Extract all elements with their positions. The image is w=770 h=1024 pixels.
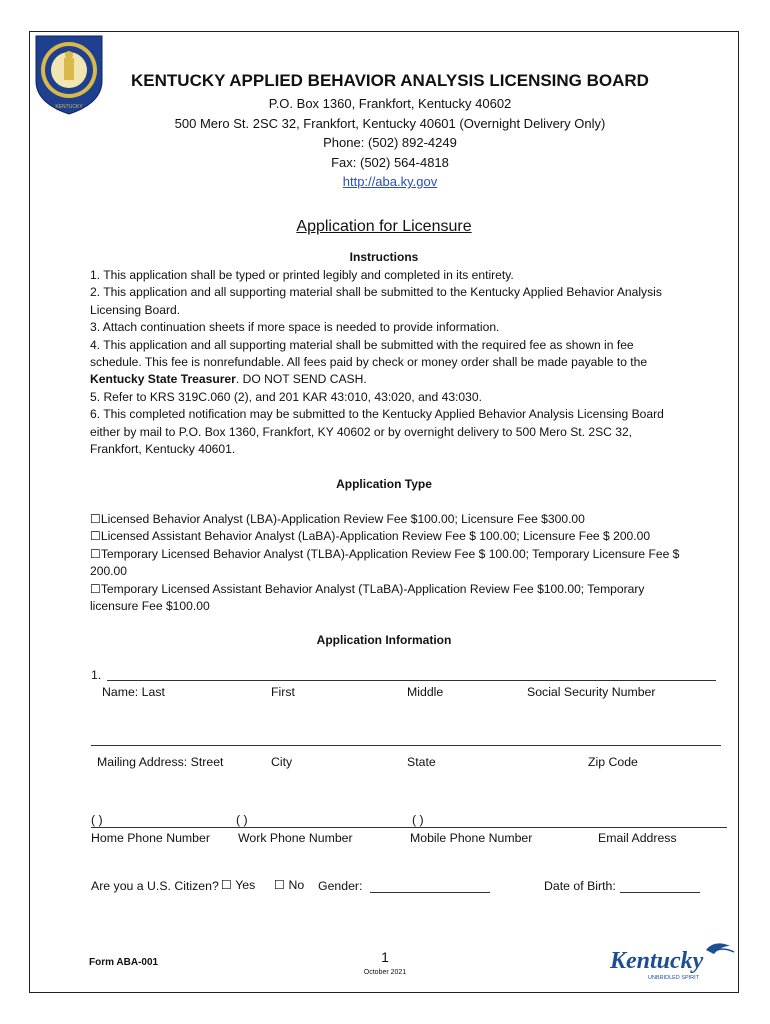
form-page [29,31,739,993]
form-date: October 2021 [363,969,407,976]
citizen-yes-checkbox[interactable]: ☐ Yes [221,878,256,892]
application-type-heading: Application Type [336,477,432,491]
instructions-list [90,267,680,458]
instruction-item: 2. This application and all supporting material shall be submitted to the Kentucky Applied Behavior Analysis Licensing Board. [90,285,662,317]
instruction-item: 1. This application shall be typed or printed legibly and completed in its entirety. [90,268,514,282]
svg-text:KENTUCKY: KENTUCKY [55,104,83,110]
gender-line[interactable] [370,892,490,893]
letterhead [90,70,690,192]
citizen-no-checkbox[interactable]: ☐ No [274,878,305,892]
item-number: 1. [91,668,102,682]
svg-text:Kentucky: Kentucky [610,948,704,974]
label-state: State [407,755,436,769]
label-first-name: First [271,685,295,699]
application-type-option[interactable]: ☐Temporary Licensed Behavior Analyst (TLBA)-Application Review Fee $ 100.00; Temporary Licensure Fee $ 200.00 [90,546,680,579]
label-email: Email Address [598,831,677,845]
name-line[interactable] [107,680,716,681]
label-zip: Zip Code [588,755,638,769]
application-type-option[interactable]: ☐Temporary Licensed Assistant Behavior Analyst (TLaBA)-Application Review Fee $100.00; Temporary licensure Fee $100.00 [90,581,645,614]
form-id: Form ABA-001 [89,957,159,968]
po-box-address: P.O. Box 1360, Frankfort, Kentucky 40602 [268,96,512,111]
home-phone-area-code: ( ) [91,813,103,827]
instructions-heading: Instructions [349,250,419,264]
mobile-phone-area-code: ( ) [412,813,424,827]
label-dob: Date of Birth: [544,879,616,893]
instruction-item: 4. This application and all supporting material shall be submitted with the required fee as shown in fee schedule. This fee is nonrefundable. All fees paid by check or money order shall be made payable to the Kentucky State Treasurer. DO NOT SEND CASH. [90,337,648,387]
label-home-phone: Home Phone Number [91,831,210,845]
application-info-heading: Application Information [316,633,452,647]
website-link[interactable]: http://aba.ky.gov [342,174,438,189]
svg-text:UNBRIDLED SPIRIT: UNBRIDLED SPIRIT [648,975,700,981]
kentucky-logo-icon [608,940,736,984]
label-mobile-phone: Mobile Phone Number [410,831,533,845]
label-work-phone: Work Phone Number [238,831,353,845]
instruction-item: 3. Attach continuation sheets if more space is needed to provide information. [90,320,500,335]
label-middle-name: Middle [407,685,444,699]
dob-line[interactable] [620,892,700,893]
citizenship-question: Are you a U.S. Citizen? [91,879,219,893]
instruction-item: 6. This completed notification may be submitted to the Kentucky Applied Behavior Analysis Licensing Board either by mail to P.O. Box 1360, Frankfort, KY 40602 or by overnight delivery to 500 Mero St. 2SC 32, Frankfort, Kentucky 40601. [90,407,664,457]
application-type-options [90,511,680,615]
instruction-item: 5. Refer to KRS 319C.060 (2), and 201 KAR 43:010, 43:020, and 43:030. [90,389,482,404]
application-type-option[interactable]: ☐Licensed Behavior Analyst (LBA)-Application Review Fee $100.00; Licensure Fee $300.00 [90,512,585,526]
phone-number: Phone: (502) 892-4249 [323,135,457,150]
label-last-name: Name: Last [102,685,165,699]
application-type-option[interactable]: ☐Licensed Assistant Behavior Analyst (LaBA)-Application Review Fee $ 100.00; Licensure Fee $ 200.00 [90,529,651,544]
label-street: Mailing Address: Street [97,755,224,769]
work-phone-area-code: ( ) [236,813,248,827]
application-title: Application for Licensure [296,218,472,235]
label-ssn: Social Security Number [527,685,656,699]
label-gender: Gender: [318,879,363,893]
address-line[interactable] [91,745,721,746]
phone-line[interactable] [91,827,727,828]
label-city: City [271,755,293,769]
fax-number: Fax: (502) 564-4818 [331,154,449,170]
overnight-address: 500 Mero St. 2SC 32, Frankfort, Kentucky 40601 (Overnight Delivery Only) [174,115,606,131]
board-title: KENTUCKY APPLIED BEHAVIOR ANALYSIS LICENSING BOARD [131,71,649,90]
treasurer-bold: Kentucky State Treasurer [90,372,236,387]
page-number: 1 [381,949,389,965]
